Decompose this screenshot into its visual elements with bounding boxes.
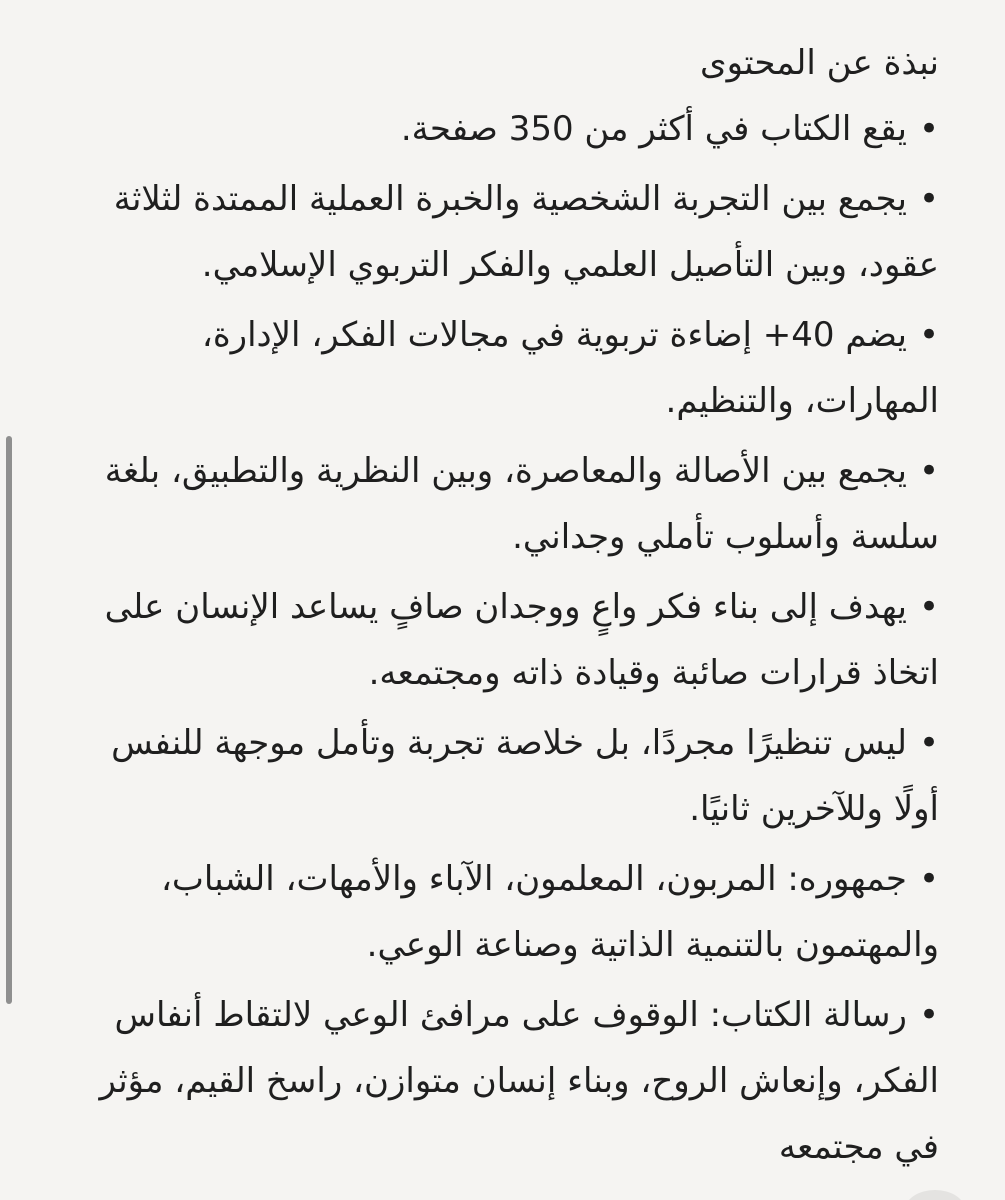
- list-item-text: يهدف إلى بناء فكر واعٍ ووجدان صافٍ يساعد الإنسان على اتخاذ قرارات صائبة وقيادة ذاته ومجتمعه.: [104, 587, 939, 693]
- list-item-text: جمهوره: المربون، المعلمون، الآباء والأمهات، الشباب، والمهتمون بالتنمية الذاتية وصناعة الوعي.: [160, 859, 939, 965]
- bullet-list: [60, 96, 939, 1180]
- vertical-scrollbar[interactable]: [6, 436, 12, 1004]
- content-heading: نبذة عن المحتوى: [699, 43, 939, 83]
- bullet-icon: •: [918, 451, 939, 491]
- list-item: [60, 302, 939, 434]
- bullet-icon: •: [918, 587, 939, 627]
- document-content: [60, 30, 939, 1180]
- bullet-icon: •: [918, 859, 939, 899]
- list-item-text: يقع الكتاب في أكثر من 350 صفحة.: [400, 109, 907, 149]
- corner-decoration: [905, 1190, 965, 1200]
- list-item: [60, 846, 939, 978]
- list-item: [60, 574, 939, 706]
- list-item-text: يجمع بين التجربة الشخصية والخبرة العملية الممتدة لثلاثة عقود، وبين التأصيل العلمي والفكر التربوي الإسلامي.: [113, 179, 939, 285]
- bullet-icon: •: [918, 723, 939, 763]
- bullet-icon: •: [918, 315, 939, 355]
- list-item: [60, 438, 939, 570]
- bullet-icon: •: [918, 995, 939, 1035]
- bullet-icon: •: [918, 109, 939, 149]
- list-item: [60, 710, 939, 842]
- list-item-text: رسالة الكتاب: الوقوف على مرافئ الوعي لالتقاط أنفاس الفكر، وإنعاش الروح، وبناء إنسان متوازن، راسخ القيم، مؤثر في مجتمعه: [99, 995, 939, 1167]
- list-item-text: ليس تنظيرًا مجردًا، بل خلاصة تجربة وتأمل موجهة للنفس أولًا وللآخرين ثانيًا.: [111, 723, 939, 829]
- list-item-text: يجمع بين الأصالة والمعاصرة، وبين النظرية والتطبيق، بلغة سلسة وأسلوب تأملي وجداني.: [104, 451, 939, 557]
- list-item-text: يضم 40+ إضاءة تربوية في مجالات الفكر، الإدارة، المهارات، والتنظيم.: [201, 315, 939, 421]
- list-item: [60, 166, 939, 298]
- list-item: [60, 96, 939, 162]
- bullet-icon: •: [918, 179, 939, 219]
- list-item: [60, 982, 939, 1180]
